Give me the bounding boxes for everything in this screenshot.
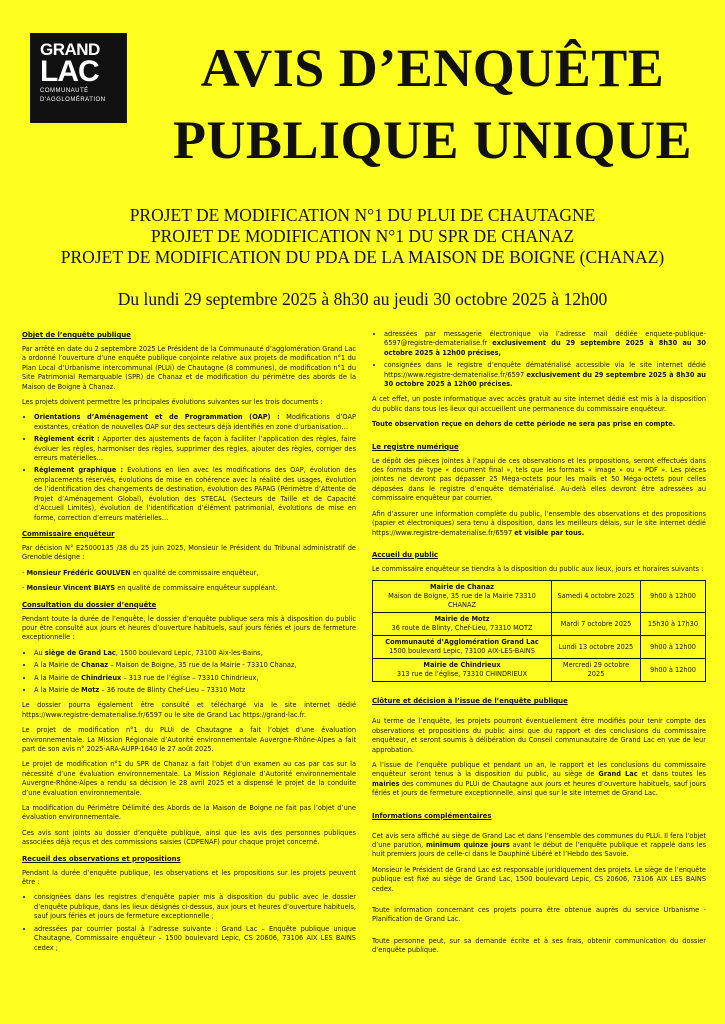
consultation-p5: La modification du Périmètre Délimité des Abords de la Maison de Boigne ne fait pas l’objet d’une évaluation environnementale.: [22, 804, 356, 822]
right-p2: Toute observation reçue en dehors de cette période ne sera pas prise en compte.: [372, 420, 676, 429]
heading-consultation: Consultation du dossier d’enquête: [22, 600, 157, 609]
list-item: • adressées par messagerie électronique via l’adresse mail dédiée enquete-publique-6597@registre-dematerialise.fr exclusivement du 29 septembre 2025 à 8h30 au 30 octobre 2025 à 12h00 précises,: [384, 330, 706, 358]
heading-registre: Le registre numérique: [372, 442, 459, 451]
registre-p2: Afin d’assurer une information complète du public, l’ensemble des observations et des propositions (papier et électroniques) sera tenu à disposition, dans les meilleurs délais, sur le site internet dédié https://www.registre-dematerialise.fr/6597 et visible par tous.: [372, 509, 706, 537]
projects-list: [0, 205, 725, 268]
accueil-table: [372, 580, 706, 682]
list-item: • A la Mairie de Motz – 36 route de Blinty Chef-Lieu – 73310 Motz: [34, 686, 356, 695]
project-3: PROJET DE MODIFICATION DU PDA DE LA MAISON DE BOIGNE (CHANAZ): [60, 247, 665, 267]
objet-p1: Par arrêté en date du 2 septembre 2025 Le Président de la Communauté d’agglomération Grand Lac a ordonné l’ouverture d’une enquête publique conjointe relative aux projets de modification n°1 du Plan Local d’Urbanisme intercommunal (PLUi) de Chautagne (8 communes), de modification n°1 du Site Patrimonial Remarquable (SPR) de Chanaz et de modification du périmètre des abords de la Maison de Boigne à Chanaz.: [22, 345, 356, 391]
consultation-p6: Ces avis sont joints au dossier d’enquête publique, ainsi que les avis des personnes publiques associées déjà reçus et des commissions saisies (CDPENAF) pour chaque projet concerné.: [22, 828, 356, 847]
list-item: • adressées par courrier postal à l’adresse suivante : Grand Lac – Enquête publique unique Chautagne, Commissaire enquêteur – 1500 boulevard Lepic, CS 20606, 73106 AIX LES BAINS cedex ;: [34, 925, 356, 953]
logo-line1: GRAND: [40, 40, 100, 59]
title-line2: PUBLIQUE UNIQUE: [172, 110, 693, 170]
consultation-p2: Le dossier pourra également être consulté et téléchargé via le site internet dédié https://www.registre-dematerialise.fr/6597 ou le site de Grand Lac https://grand-lac.fr.: [22, 701, 356, 719]
cloture-p2: A l’issue de l’enquête publique et pendant un an, le rapport et les conclusions du commissaire enquêteur seront tenus à la disposition du public, au siège de Grand Lac et dans toutes les mairies des communes du PLUi de Chautagne aux jours et heures d’ouverture habituels, sauf jours fériés et jours de fermeture exceptionnelle, ainsi que sur le site internet de Grand Lac.: [372, 760, 706, 798]
list-item: • consignées dans les registres d’enquête papier mis à disposition du public avec le dossier d’enquête publique, dans les lieux désignés ci-dessus, aux jours et heures d’ouverture habituels, sauf jours fériés et jours de fermeture exceptionnelle ;: [34, 893, 356, 921]
infos-p1: Cet avis sera affiché au siège de Grand Lac et dans l’ensemble des communes du PLUi. Il fera l’objet d’une parution, minimum quinze jours avant le début de l’enquête publique et rappelé dans les huit premiers jours de celle-ci dans le Dauphiné Libéré et l’Hebdo des Savoie.: [372, 831, 706, 859]
recueil-p1: Pendant la durée d’enquête publique, les observations et les propositions sur les projets peuvent être :: [22, 868, 356, 887]
cloture-p1: Au terme de l’enquête, les projets pourront éventuellement être modifiés pour tenir compte des observations et propositions du public ainsi que du rapport et des conclusions du commissaire enquêteur, et seront soumis à délibération du Conseil communautaire de Grand Lac en vue de leur approbation.: [372, 717, 706, 754]
consultation-p3: Le projet de modification n°1 du PLUi de Chautagne a fait l’objet d’une évaluation environnementale. La Mission Régionale d’Autorité environnementale Auvergne-Rhône-Alpes a fait part de son avis n° 2025-ARA-AUPP-1640 le 27 août 2025.: [22, 726, 356, 753]
recueil-list: [22, 893, 356, 952]
right-column: [372, 330, 706, 962]
title-line1: AVIS D’ENQUÊTE: [200, 38, 665, 98]
project-1: PROJET DE MODIFICATION N°1 DU PLUI DE CHAUTAGNE: [129, 205, 596, 225]
enquiry-dates: Du lundi 29 septembre 2025 à 8h30 au jeudi 30 octobre 2025 à 12h00: [117, 289, 608, 309]
consultation-p4: Le projet de modification n°1 du SPR de Chanaz a fait l’objet d’un examen au cas par cas sur la nécessité d’une évaluation environnementale. La Mission Régionale d’Autorité environnementale Auvergne-Rhône-Alpes a rendu sa décision le 28 avril 2025 et a dispensé le projet de la conduite d’une évaluation environnementale.: [22, 760, 356, 797]
heading-cloture: Clôture et décision à l’issue de l’enquête publique: [372, 697, 568, 706]
recueil-list-continued: [372, 330, 706, 389]
accueil-p1: Le commissaire enquêteur se tiendra à la disposition du public aux lieux, jours et horaires suivants :: [372, 564, 704, 573]
heading-recueil: Recueil des observations et propositions: [22, 854, 181, 863]
table-row: Communauté d’Agglomération Grand Lac 1500 boulevard Lepic, 73100 AIX-LES-BAINS Lundi 13 octobre 2025 9h00 à 12h00: [373, 636, 706, 659]
objet-list: [22, 413, 356, 522]
list-item: • A la Mairie de Chanaz – Maison de Boigne, 35 rue de la Mairie - 73310 Chanaz,: [34, 661, 356, 670]
grand-lac-logo: [30, 33, 127, 123]
commissaire-p1: Par décision N° E25000135 /38 du 25 juin 2025, Monsieur le Président du Tribunal administratif de Grenoble désigne :: [22, 543, 356, 562]
heading-infos: Informations complémentaires: [372, 811, 492, 820]
logo-line4: D'AGGLOMÉRATION: [40, 97, 106, 103]
registre-p1: Le dépôt des pièces jointes à l’appui de ces observations et les propositions, seront effectués dans des formats de type « document final », tels que les formats « image » ou « PDF ». Les pièces jointes ne devront pas dépasser 25 Méga-octets pour les mails et 50 Méga-octets pour celles déposées dans le registre d’enquête dématérialisé. Au-delà elles devront être adressées au commissaire enquêteur par courrier.: [372, 456, 706, 503]
project-2: PROJET DE MODIFICATION N°1 DU SPR DE CHANAZ: [150, 226, 575, 246]
commissaire-m2: - Monsieur Vincent BIAYS en qualité de commissaire enquêteur suppléant.: [22, 584, 278, 593]
consultation-list: [22, 649, 356, 696]
logo-line3: COMMUNAUTÉ: [40, 88, 89, 94]
list-item: • Règlement écrit : Apporter des ajustements de façon à faciliter l’application des règles, faire évoluer les règles, harmoniser des règles, supprimer des règles, ajouter des règles, corriger des erreurs matérielles…: [34, 435, 356, 463]
list-item: • Orientations d’Aménagement et de Programmation (OAP) : Modifications d’OAP existantes, création de nouvelles OAP sur des secteurs déjà identifiés en zone d’urbanisation…: [34, 413, 356, 432]
heading-objet: Objet de l’enquête publique: [22, 331, 131, 339]
list-item: • Règlement graphique : Évolutions en lien avec les modifications des OAP, évolution des emplacements réservés, évolutions de mise en cohérence avec la réalité des usages, évolution de l’identification des changements de destination, évolution des PAPAG (Périmètre d’Attente de Projet d’Aménagement Global), évolution des STECAL (Secteurs de Taille et de Capacité d’Accueil Limités), évolution de l’identification d’élément patrimonial, évolutions de mise en forme, correction d’erreurs matérielles…: [34, 466, 356, 522]
right-p1: A cet effet, un poste informatique avec accès gratuit au site internet dédié est mis à la disposition du public dans tous les lieux qui accueillent une permanence du commissaire enquêteur.: [372, 395, 706, 413]
logo-line2: LAC: [40, 55, 99, 88]
objet-p2: Les projets doivent permettre les principales évolutions suivantes sur les trois documents :: [22, 398, 323, 407]
table-row: Mairie de Motz 36 route de Blinty, Chef-Lieu, 73310 MOTZ Mardi 7 octobre 2025 15h30 à 17h30: [373, 613, 706, 636]
infos-p2: Monsieur le Président de Grand Lac est responsable juridiquement des projets. Le siège de l’enquête publique est fixé au siège de Grand Lac, 1500 boulevard Lepic, CS 20606, 73106 AIX LES BAINS cedex.: [372, 865, 706, 893]
commissaire-m1: - Monsieur Frédéric GOULVEN en qualité de commissaire enquêteur,: [22, 568, 259, 577]
list-item: • A la Mairie de Chindrieux – 313 rue de l’église – 73310 Chindrieux,: [34, 674, 356, 683]
table-row: Mairie de Chanaz Maison de Boigne, 35 rue de la Mairie 73310 CHANAZ Samedi 4 octobre 2025 9h00 à 12h00: [373, 581, 706, 613]
left-column: [22, 330, 356, 959]
heading-commissaire: Commissaire enquêteur: [22, 529, 115, 538]
list-item: • consignées dans le registre d’enquête dématérialisé accessible via le site internet dédié https://www.registre-dematerialise.fr/6597 exclusivement du 29 septembre 2025 à 8h30 au 30 octobre 2025 à 12h00 précises.: [384, 361, 706, 389]
heading-accueil: Accueil du public: [372, 550, 439, 559]
consultation-p1: Pendant toute la durée de l’enquête, le dossier d’enquête publique sera mis à disposition du public pour être consulté aux jours et heures d’ouverture habituels, sauf jours fériés et jours de fermeture exceptionnelle :: [22, 614, 356, 642]
list-item: • Au siège de Grand Lac, 1500 boulevard Lepic, 73100 Aix-les-Bains,: [34, 649, 356, 658]
table-row: Mairie de Chindrieux 313 rue de l’église, 73310 CHINDRIEUX Mercredi 29 octobre 2025 9h00 à 12h00: [373, 659, 706, 682]
infos-p3: Toute information concernant ces projets pourra être obtenue auprès du service Urbanisme - Planification de Grand Lac.: [372, 906, 706, 924]
infos-p4: Toute personne peut, sur sa demande écrite et à ses frais, obtenir communication du dossier d’enquête publique.: [372, 936, 706, 955]
